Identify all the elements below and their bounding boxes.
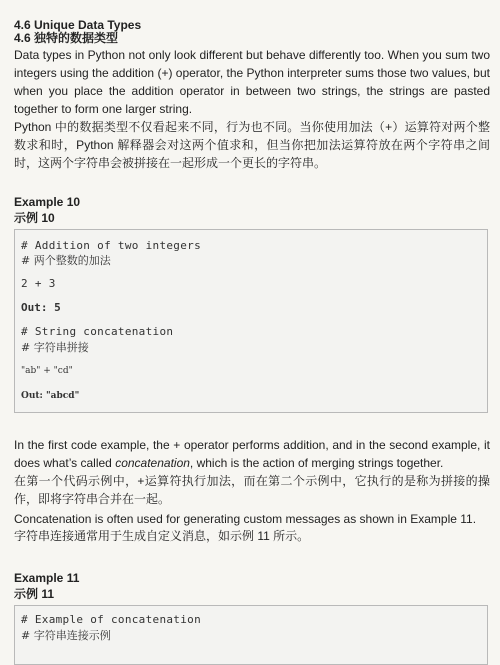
intro-paragraph-zh: Python 中的数据类型不仅看起来不同，行为也不同。当你使用加法（+）运算符对两个整数求和时，Python 解释器会对这两个值求和，但当你把加法运算符放在两个字符串之间时，这两个字符串会被拼接在一起形成一个更长的字符串。 bbox=[14, 120, 490, 170]
example-10-heading-zh: 示例 10 bbox=[14, 211, 55, 225]
concatenation-term: concatenation bbox=[115, 456, 190, 470]
code-comment-zh: # 两个整数的加法 bbox=[21, 254, 111, 267]
concatenation-note-en: Concatenation is often used for generating custom messages as shown in Example 11. bbox=[14, 512, 477, 526]
code-comment: # String concatenation bbox=[21, 325, 174, 338]
section-title-zh: 4.6 独特的数据类型 bbox=[14, 31, 119, 45]
code-comment: # Addition of two integers bbox=[21, 239, 201, 252]
explanation-paragraph-en: In the first code example, the + operator performs addition, and in the second example, it does what’s called concatenation, which is the action of merging strings together. bbox=[14, 438, 490, 470]
example-11-heading-en: Example 11 bbox=[14, 571, 80, 585]
explanation-paragraph-zh: 在第一个代码示例中，+运算符执行加法，而在第二个示例中，它执行的是称为拼接的操作，即将字符串合并在一起。 bbox=[14, 474, 490, 506]
code-line: "ab" + "cd" bbox=[21, 366, 73, 376]
example-11-code-block bbox=[14, 605, 488, 665]
code-comment-zh: # 字符串拼接 bbox=[21, 341, 89, 354]
code-line: 2 + 3 bbox=[21, 277, 56, 290]
example-11-heading-zh: 示例 11 bbox=[14, 587, 55, 601]
code-comment-zh: # 字符串连接示例 bbox=[21, 629, 111, 642]
example-10-code-block bbox=[14, 229, 488, 413]
code-output: Out: 5 bbox=[21, 301, 61, 314]
intro-paragraph-en: Data types in Python not only look different but behave differently too. When you sum two integers using the addition (+) operator, the Python interpreter sums those two values, but when you place the addition operator in between two strings, the strings are pasted together to form one larger string. bbox=[14, 48, 490, 116]
example-10-heading-en: Example 10 bbox=[14, 195, 81, 209]
code-comment: # Example of concatenation bbox=[21, 613, 201, 626]
code-output: Out: "abcd" bbox=[21, 391, 80, 401]
section-title-en: 4.6 Unique Data Types bbox=[14, 18, 142, 32]
concatenation-note-zh: 字符串连接通常用于生成自定义消息，如示例 11 所示。 bbox=[14, 529, 310, 543]
